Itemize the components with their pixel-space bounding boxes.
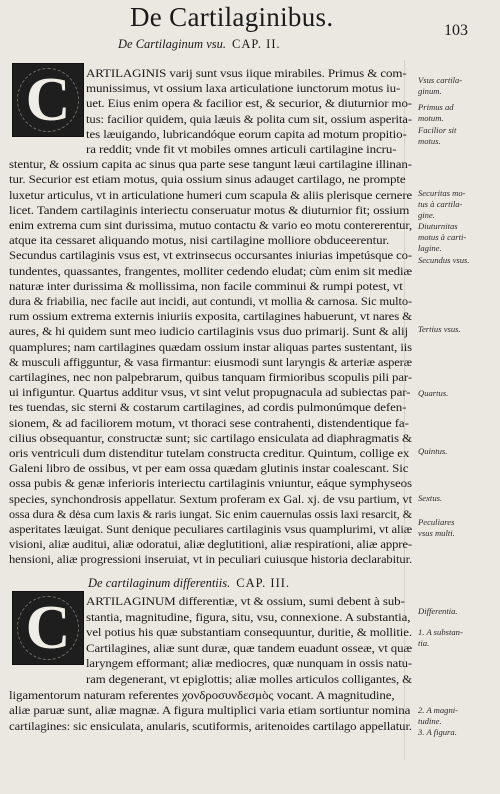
margin-note: 2. A magni- <box>418 705 459 715</box>
text-line: ARTILAGINIS varij sunt vsus iique mirabiles. Primus & com- <box>86 68 407 80</box>
margin-note: Secundus vsus. <box>418 255 470 265</box>
margin-note: gine. <box>418 210 435 220</box>
text-line: aures, & hi quidem sunt meo iudicio cartilaginis vsus duo primarij. Sunt & alij <box>9 326 409 339</box>
text-line: quamplures; nam cartilagines quædam ossium instar aliquas partes sustentant, iis <box>9 341 412 354</box>
margin-note: tia. <box>418 638 430 648</box>
text-line: vel potius his quæ substantiam consequuntur, duritie, & mollitie. <box>86 627 412 640</box>
margin-note: Quintus. <box>418 446 448 456</box>
text-line: naturæ inter durissima & mollissima, non facile comminui & rumpi potest, vt <box>9 280 403 293</box>
text-line: Cartilagines, aliæ sunt duræ, quæ tandem euadunt osseæ, vt quæ <box>86 642 412 655</box>
margin-note: Tertius vsus. <box>418 324 461 334</box>
text-line: ui infiguntur. Quartus additur vsus, vt sint velut propugnacula ad subiectas par- <box>9 387 411 400</box>
initial-letter: C <box>25 594 71 662</box>
text-line: laryngem efformant; aliæ mediocres, quæ nunquam in ossis natu- <box>86 658 412 671</box>
text-line: cartilagines: sic ensiculata, anularis, scutiformis, aritenoides cartilago appellatur. <box>9 720 412 733</box>
text-line: luxetur articulus, vt in articulatione humeri cum scapula & aliis plerisque cernere <box>9 189 412 202</box>
text-line: & musculi affigguntur, & vasa firmantur: eiusmodi sunt laryngis & arteriæ asperæ <box>9 356 412 369</box>
margin-note: motus. <box>418 136 441 146</box>
margin-note: ginum. <box>418 86 442 96</box>
chapter-3-cap: CAP. III. <box>236 576 291 590</box>
margin-note: motum. <box>418 113 444 123</box>
text-line: ossa pubis & genæ inferioris interiectu cartilaginis vniuntur, eáque symphyseos <box>9 478 412 491</box>
margin-note: 1. A substan- <box>418 627 463 637</box>
running-header-title: De Cartilaginibus. <box>130 2 334 32</box>
margin-note: tudine. <box>418 716 442 726</box>
margin-note: 3. A figura. <box>418 727 457 737</box>
text-line: ram degenerant, vt epiglottis; aliæ molles articulos colligantes, & <box>86 674 412 686</box>
margin-note: Sextus. <box>418 493 443 503</box>
text-line: aliæ paruæ sunt, aliæ magnæ. A figura multiplici varia etiam sortiuntur nomina <box>9 705 411 718</box>
margin-note: lagine. <box>418 243 442 253</box>
margin-note: Peculiares <box>418 517 455 527</box>
text-line: visioni, aliæ auditui, aliæ odoratui, aliæ deglutitioni, aliæ respirationi, aliæ appre- <box>9 539 412 552</box>
margin-note: Primus ad <box>418 102 454 112</box>
chapter-2-title: De Cartilaginum vsu. <box>118 37 226 51</box>
text-line: ossa dura & dėsa cum laxis & raris iungat. Sic enim cauernulas ossis laxi resarcit, & <box>9 508 412 521</box>
text-line: Galeni libro de ossibus, vt per eam ossa quædam glutinis instar coalescant. Sic <box>9 463 409 476</box>
text-line: tur. Securior est etiam motus, quia ossium sinus adauget cartilago, ne prompte <box>9 174 406 187</box>
text-line: rum ossium extrema externis iniuriis exposita, cartilagines habuerunt, vt nares & <box>9 311 412 324</box>
text-line: cartilagines, nec non palpebrarum, quibus tanquam firmioribus scopulis pili par- <box>9 372 413 384</box>
decorated-initial-c <box>12 63 84 137</box>
text-line: hensioni, aliæ progressioni inseruiat, vt in peculiari cuiusque historia declarabitur. <box>9 554 412 567</box>
text-line: sionem, & ad faciliorem motum, vt thoraci sese contrahenti, distendentique fa- <box>9 417 409 430</box>
text-line: ligamentorum naturam referentes χονδροσυνδεσμὸς vocant. A magnitudine, <box>9 689 395 702</box>
margin-note: Facilior sit <box>418 125 457 135</box>
margin-note: Securitas mo- <box>418 188 466 198</box>
text-line: licet. Tandem cartilaginis interiectu conseruatur motus & diuturnior fit; ossium <box>9 204 410 217</box>
text-line: asperitates læuigat. Sunt denique peculiares cartilaginis vsus quamplurimi, vt aliæ <box>9 524 413 536</box>
chapter-3-heading <box>88 576 290 591</box>
chapter-3-title: De cartilaginum differentiis. <box>88 576 231 590</box>
text-line: tes læuigando, lubricandóque eorum capita ad motum propitio- <box>86 128 407 141</box>
text-line: uet. Eius enim opera & facilior est, & securior, & diuturnior mo- <box>86 98 412 111</box>
text-line: Secundus cartilaginis vsus est, vt extrinsecus occursantes iniurias impetúsque co- <box>9 250 412 263</box>
text-line: atque ita cessaret aliquando motus, nisi cartilagine molliore obduceerentur. <box>9 235 390 248</box>
page-number: 103 <box>444 22 468 39</box>
text-line: tundentes, quassantes, frangentes, molliter cedendo eludat; cùm enim sit mediæ <box>9 265 412 278</box>
text-line: tus: facilior quidem, quia læuis & polita cum sit, ossium asperita- <box>86 113 412 126</box>
text-line: stentur, & ossium capita ac sinus qua parte sese tangunt læui cartilagine illinan- <box>9 159 412 172</box>
text-line: cilius obsequantur, constructæ sunt; sic cartilago ensiculata ad diaphragmatis & <box>9 432 412 445</box>
margin-note: Quartus. <box>418 388 449 398</box>
chapter-2-heading <box>118 37 281 52</box>
text-line: oris ventriculi dum distenditur tutelam constructa creditur. Quintum, collige ex <box>9 448 410 460</box>
chapter-2-cap: CAP. II. <box>231 37 281 51</box>
text-line: munissimus, vt ossium laxa articulatione iunctorum motus iu- <box>86 83 401 96</box>
margin-note: Differentia. <box>418 606 458 616</box>
margin-note: Diuturnitas <box>418 221 458 231</box>
decorated-initial-c-2 <box>12 591 84 665</box>
initial-letter: C <box>25 66 71 134</box>
text-line: ARTILAGINUM differentiæ, vt & ossium, sumi debent à sub- <box>86 596 405 608</box>
margin-note: vsus multi. <box>418 528 455 538</box>
text-line: ra reddit; vnde fit vt mobiles omnes articuli cartilagine incru- <box>86 144 397 156</box>
margin-note: Vsus cartila- <box>418 75 463 85</box>
text-line: tes tuendas, sic sterni & costarum cartilagines, ad cordis pulmonúmque defen- <box>9 402 407 415</box>
text-line: species, synchondrosis appellatur. Sextum proferam ex Gal. xj. de vsu partium, vt <box>9 493 412 506</box>
text-line: dura & friabilia, nec facile aut incidi, aut contundi, vt mollia & carnosa. Sic multo- <box>9 296 412 308</box>
text-line: stantia, magnitudine, figura, situ, vsu, connexione. A substantia, <box>86 611 411 624</box>
margin-note: tus à cartila- <box>418 199 463 209</box>
margin-note: motus à carti- <box>418 232 467 242</box>
text-line: enim extrema cum sint durissima, mutuo contactu & vario eo motu contererentur, <box>9 220 412 232</box>
